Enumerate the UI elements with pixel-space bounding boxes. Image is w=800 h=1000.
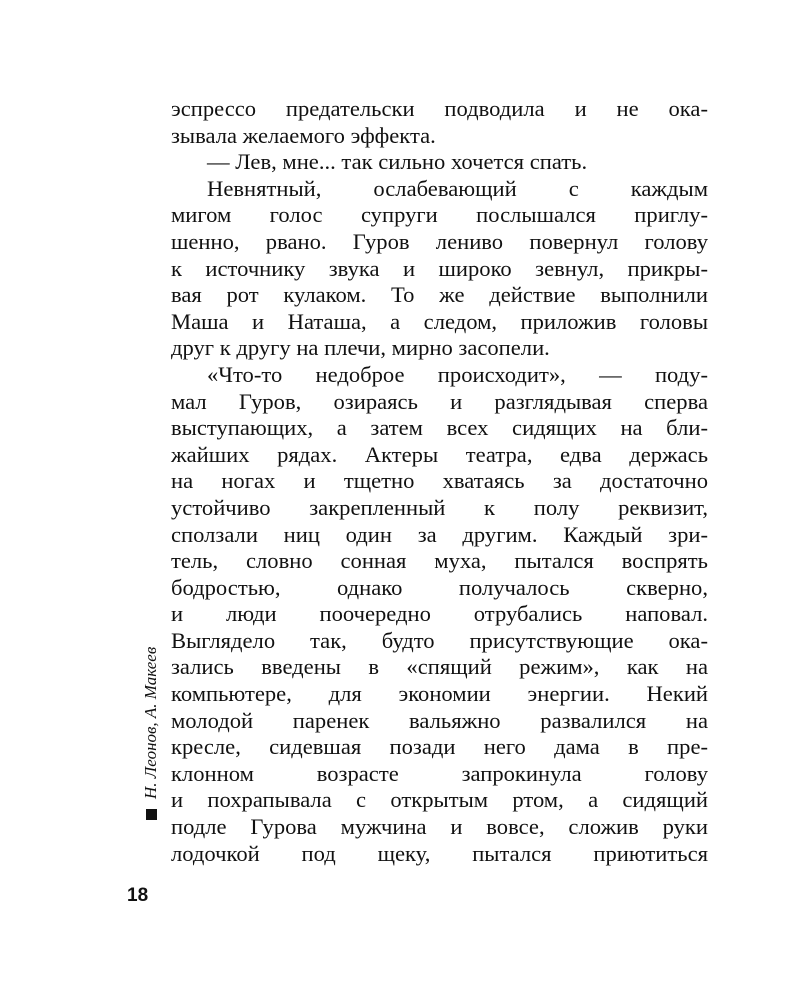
text-line: лодочкой под щеку, пытался приютиться — [171, 840, 708, 866]
text-line: и люди поочередно отрубались наповал. — [171, 601, 708, 627]
running-head-authors: Н. Леонов, А. Макеев — [141, 646, 160, 799]
square-bullet-icon — [146, 809, 157, 820]
text-line: шенно, рвано. Гуров лениво повернул голову — [171, 228, 708, 254]
text-line: жайших рядах. Актеры театра, едва держась — [171, 441, 708, 467]
text-line: на ногах и тщетно хватаясь за достаточно — [171, 468, 708, 494]
text-line: друг к другу на плечи, мирно засопели. — [171, 335, 550, 361]
text-line: и похрапывала с открытым ртом, а сидящий — [171, 787, 708, 813]
text-line: эспрессо предательски подводила и не ока- — [171, 96, 708, 121]
text-line: сползали ниц один за другим. Каждый зри- — [171, 521, 708, 547]
text-line: Невнятный, ослабевающий с каждым — [207, 175, 708, 201]
text-line: мал Гуров, озираясь и разглядывая сперва — [171, 388, 708, 414]
text-line: бодростью, однако получалось скверно, — [171, 574, 708, 600]
text-line: кресле, сидевшая позади него дама в пре- — [171, 734, 708, 760]
text-line: Выглядело так, будто присутствующие ока- — [171, 627, 708, 653]
text-line: — Лев, мне... так сильно хочется спать. — [207, 149, 588, 175]
text-line: подле Гурова мужчина и вовсе, сложив руки — [171, 814, 708, 840]
text-line: тель, словно сонная муха, пытался воспрять — [171, 548, 708, 574]
text-line: к источнику звука и широко зевнул, прикры- — [171, 255, 708, 281]
text-line: клонном возрасте запрокинула голову — [171, 760, 708, 786]
running-head — [141, 647, 161, 820]
text-line: компьютере, для экономии энергии. Некий — [171, 681, 708, 707]
text-line: Маша и Наташа, а следом, приложив головы — [171, 308, 708, 334]
text-line: зались введены в «спящий режим», как на — [171, 654, 708, 680]
text-line: выступающих, а затем всех сидящих на бли- — [171, 415, 708, 441]
text-line: мигом голос супруги послышался приглу- — [171, 202, 708, 228]
text-line: вая рот кулаком. То же действие выполнили — [171, 282, 708, 308]
text-line: «Что-то недоброе происходит», — поду- — [207, 361, 708, 387]
text-line: молодой паренек вальяжно развалился на — [171, 707, 708, 733]
body-text — [171, 96, 708, 867]
page-number: 18 — [127, 885, 149, 906]
text-line: устойчиво закрепленный к полу реквизит, — [171, 494, 708, 520]
text-line: зывала желаемого эффекта. — [171, 122, 436, 148]
